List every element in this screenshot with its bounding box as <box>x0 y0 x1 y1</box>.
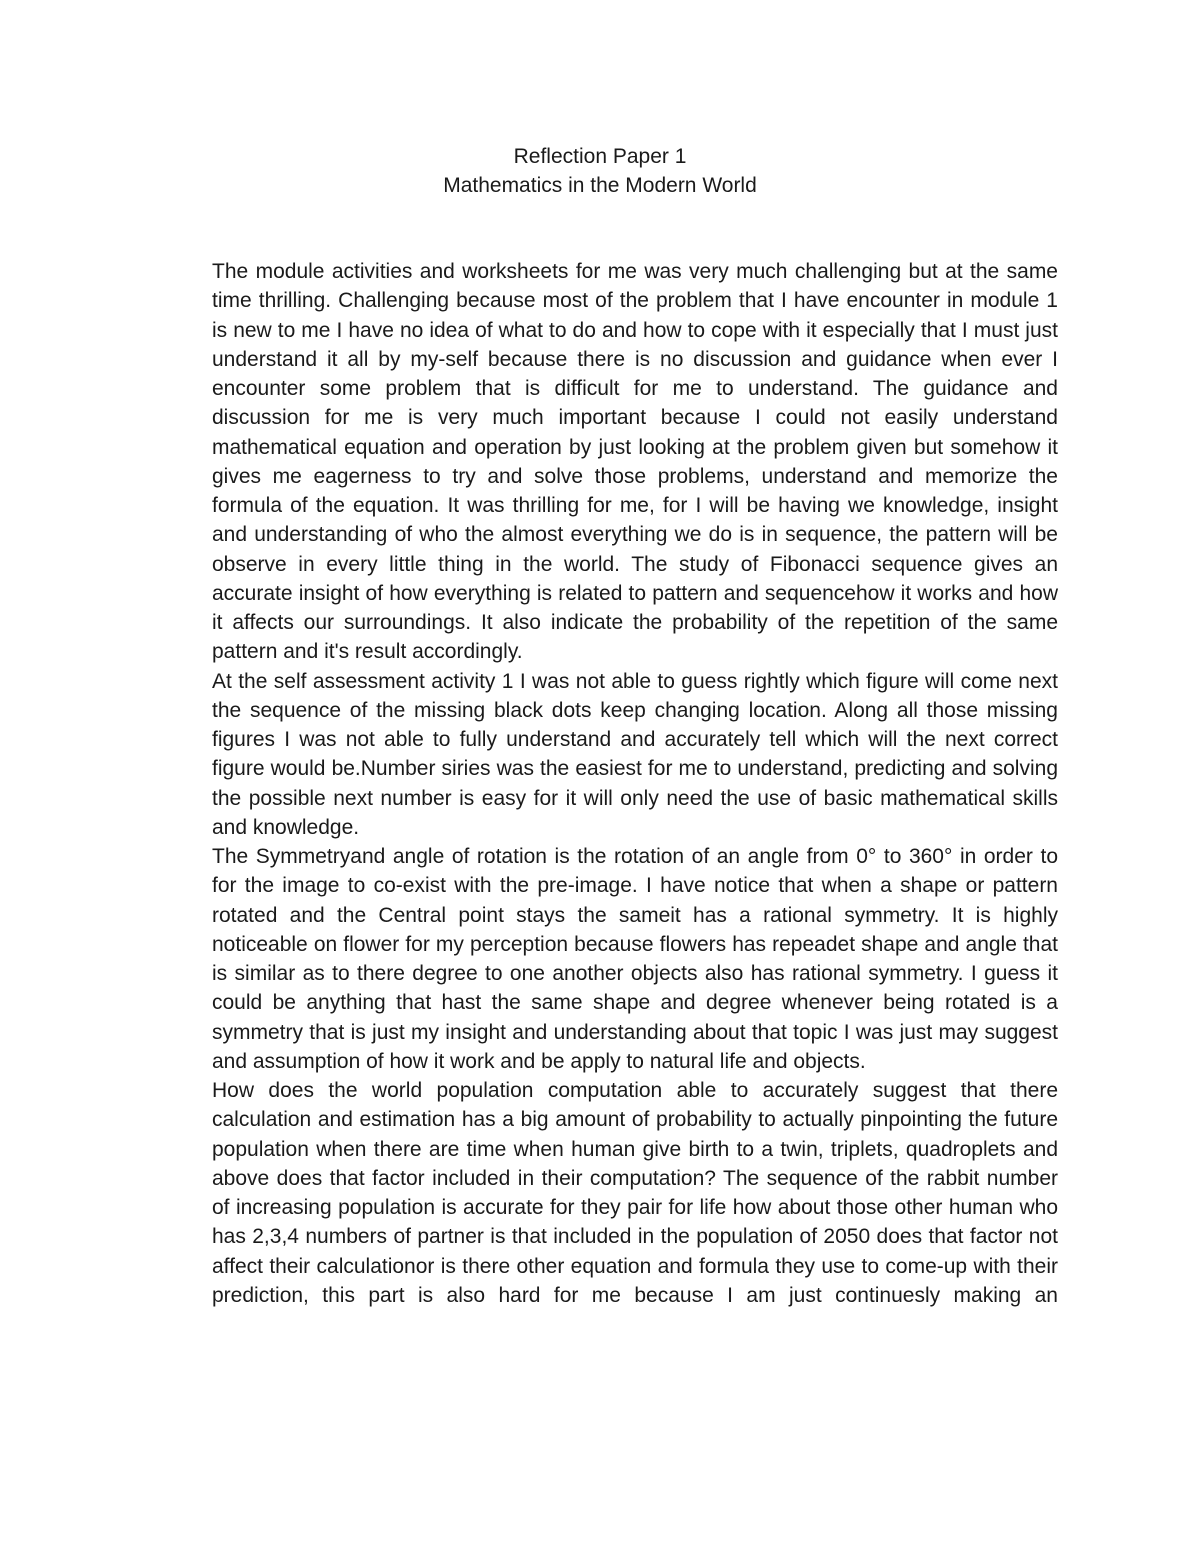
document-header <box>0 142 1200 200</box>
paragraph-world-population: How does the world population computation able to accurately suggest that there calculation and estimation has a big amount of probability to actually pinpointing the future population when there are time when human give birth to a twin, triplets, quadroplets and above does that factor included in their computation? The sequence of the rabbit number of increasing population is accurate for they pair for life how about those other human who has 2,3,4 numbers of partner is that included in the population of 2050 does that factor not affect their calculationor is there other equation and formula they use to come-up with their prediction, this part is also hard for me because I am just continuesly making an <box>212 1079 1058 1307</box>
document-subtitle: Mathematics in the Modern World <box>443 174 757 197</box>
document-body <box>212 257 1058 1310</box>
paragraph-symmetry: The Symmetryand angle of rotation is the rotation of an angle from 0° to 360° in order to for the image to co-exist with the pre-image. I have notice that when a shape or pattern rotated and the Central point stays the sameit has a rational symmetry. It is highly noticeable on flower for my perception because flowers has repeadet shape and angle that is similar as to there degree to one another objects also has rational symmetry. I guess it could be anything that hast the same shape and degree whenever being rotated is a symmetry that is just my insight and understanding about that topic I was just may suggest and assumption of how it work and be apply to natural life and objects. <box>212 845 1058 1073</box>
paragraph-module-activities: The module activities and worksheets for me was very much challenging but at the same time thrilling. Challenging because most of the problem that I have encounter in module 1 is new to me I have no idea of what to do and how to cope with it especially that I must just understand it all by my-self because there is no discussion and guidance when ever I encounter some problem that is difficult for me to understand. The guidance and discussion for me is very much important because I could not easily understand mathematical equation and operation by just looking at the problem given but somehow it gives me eagerness to try and solve those problems, understand and memorize the formula of the equation. It was thrilling for me, for I will be having we knowledge, insight and understanding of who the almost everything we do is in sequence, the pattern will be observe in every little thing in the world. The study of Fibonacci sequence gives an accurate insight of how everything is related to pattern and sequencehow it works and how it affects our surroundings. It also indicate the probability of the repetition of the same pattern and it's result accordingly. <box>212 260 1058 664</box>
paragraph-self-assessment: At the self assessment activity 1 I was not able to guess rightly which figure will come next the sequence of the missing black dots keep changing location. Along all those missing figures I was not able to fully understand and accurately tell which will the next correct figure would be.Number siries was the easiest for me to understand, predicting and solving the possible next number is easy for it will only need the use of basic mathematical skills and knowledge. <box>212 669 1058 839</box>
document-title: Reflection Paper 1 <box>513 145 687 168</box>
